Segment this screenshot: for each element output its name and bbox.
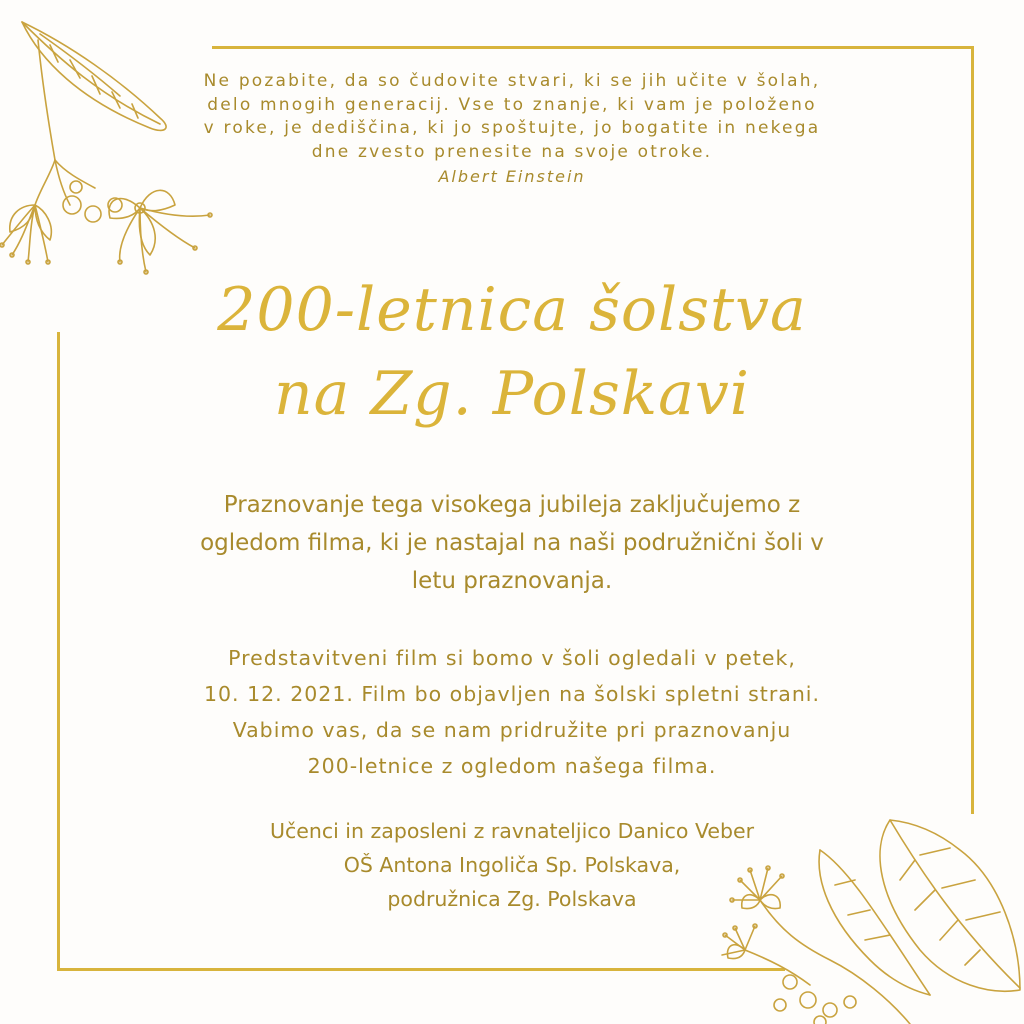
paragraph-line: Praznovanje tega visokega jubileja zaključujemo z [223, 492, 801, 518]
paragraph-line: 200-letnice z ogledom našega filma. [307, 754, 717, 778]
quote-line: v roke, je dediščina, ki jo spoštujte, jo bogatite in nekega [203, 118, 821, 138]
quote-line: dne zvesto prenesite na svoje otroke. [311, 141, 713, 162]
frame-left-line [57, 332, 60, 971]
signature-line: Učenci in zaposleni z ravnateljico Danico Veber [269, 819, 755, 843]
quote-block [140, 70, 884, 189]
signature-line: podružnica Zg. Polskava [387, 887, 637, 911]
quote-line: delo mnogih generacij. Vse to znanje, ki vam je položeno [207, 94, 817, 115]
quote-line: Ne pozabite, da so čudovite stvari, ki se jih učite v šolah, [203, 71, 821, 91]
signature-line: OŠ Antona Ingoliča Sp. Polskava, [343, 853, 681, 877]
frame-right-line [971, 46, 974, 814]
title-line: na Zg. Polskavi [274, 359, 750, 429]
frame-top-line [212, 46, 974, 49]
frame-bottom-line [57, 968, 785, 971]
page-title [100, 268, 924, 436]
paragraph-line: Vabimo vas, da se nam pridružite pri praznovanju [232, 718, 792, 742]
paragraph-line: Predstavitveni film si bomo v šoli ogledali v petek, [228, 646, 796, 670]
paragraph-line: letu praznovanja. [411, 568, 613, 594]
event-paragraph [110, 640, 914, 784]
paragraph-line: ogledom filma, ki je nastajal na naši podružnični šoli v [200, 530, 824, 556]
signature-block [110, 814, 914, 916]
title-line: 200-letnica šolstva [217, 275, 807, 345]
intro-paragraph [110, 486, 914, 600]
quote-author: Albert Einstein [438, 167, 586, 186]
paragraph-line: 10. 12. 2021. Film bo objavljen na šolski spletni strani. [203, 682, 821, 706]
